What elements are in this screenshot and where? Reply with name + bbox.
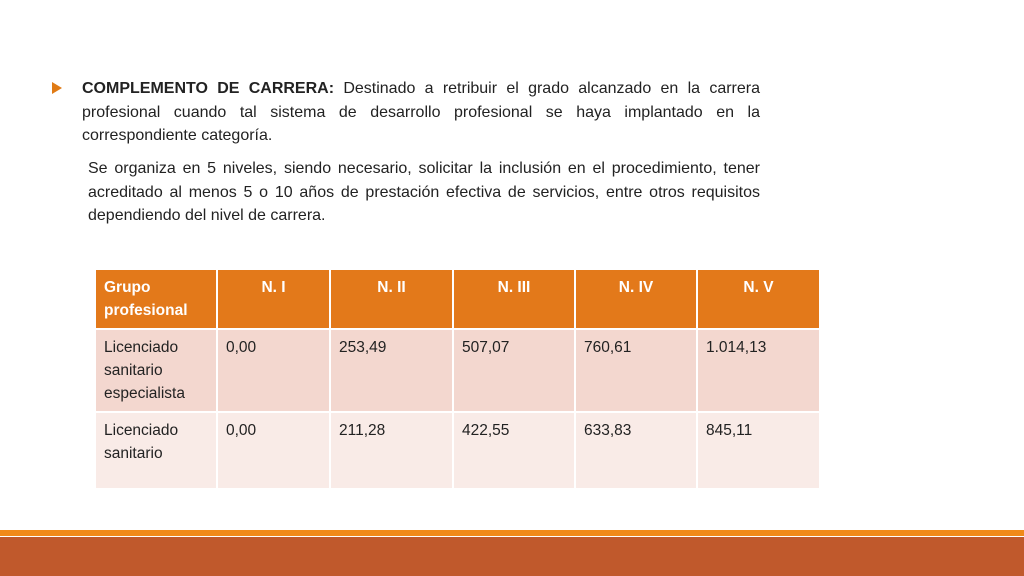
header-grupo-profesional: Grupo profesional bbox=[96, 270, 217, 329]
table-cell: 0,00 bbox=[217, 329, 330, 412]
table-cell: 760,61 bbox=[575, 329, 697, 412]
levels-paragraph: Se organiza en 5 niveles, siendo necesario, solicitar la inclusión en el procedimiento, tener acreditado al menos 5 o 10 años de prestación efectiva de servicios, entre otros requisitos dependiendo del nivel de carrera. bbox=[88, 160, 760, 224]
table-cell: 0,00 bbox=[217, 412, 330, 489]
bullet-item bbox=[52, 77, 760, 148]
header-n5: N. V bbox=[697, 270, 820, 329]
header-n3: N. III bbox=[453, 270, 575, 329]
triangle-bullet-icon bbox=[52, 82, 62, 94]
table-row bbox=[96, 329, 820, 412]
header-n4: N. IV bbox=[575, 270, 697, 329]
table-cell: Licenciado sanitario bbox=[96, 412, 217, 489]
header-n2: N. II bbox=[330, 270, 453, 329]
salary-table bbox=[96, 270, 821, 490]
table-header-row bbox=[96, 270, 820, 329]
header-n1: N. I bbox=[217, 270, 330, 329]
table-cell: 253,49 bbox=[330, 329, 453, 412]
table-cell: 507,07 bbox=[453, 329, 575, 412]
table-cell: 633,83 bbox=[575, 412, 697, 489]
table-cell: 422,55 bbox=[453, 412, 575, 489]
table-cell: 211,28 bbox=[330, 412, 453, 489]
table-cell: Licenciado sanitario especialista bbox=[96, 329, 217, 412]
bullet-text: Destinado a retribuir el grado alcanzado en la carrera profesional cuando tal sistema de desarrollo profesional se haya implantado en la correspondiente categoría. bbox=[82, 80, 761, 144]
table-cell: 845,11 bbox=[697, 412, 820, 489]
table-row bbox=[96, 412, 820, 489]
bullet-paragraph bbox=[82, 77, 760, 148]
footer-accent-stripe bbox=[0, 530, 1024, 536]
footer-band bbox=[0, 537, 1024, 576]
bullet-term: COMPLEMENTO DE CARRERA: bbox=[82, 80, 335, 97]
table-cell: 1.014,13 bbox=[697, 329, 820, 412]
